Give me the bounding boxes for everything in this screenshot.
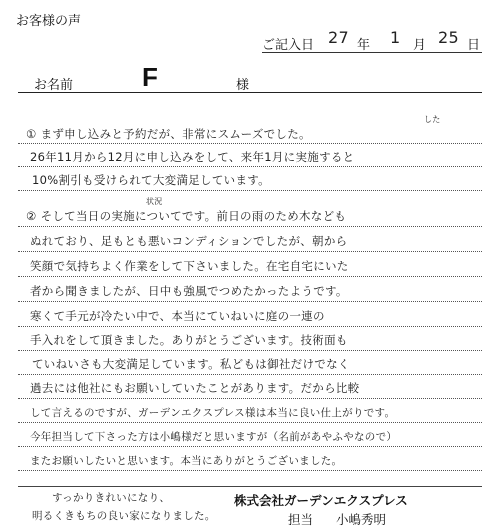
comment-line: して言えるのですが、ガーデンエクスプレス様は本当に良い仕上がりです。 (30, 407, 396, 419)
rule-line (18, 350, 482, 351)
rule-line (18, 166, 482, 167)
date-year-unit: 年 (357, 38, 371, 53)
name-suffix: 様 (236, 78, 250, 93)
comment-line: 者から聞きましたが、日中も強風でつめたかったようです。 (30, 284, 348, 298)
comment-footer-line: 明るくきもちの良い家になりました。 (32, 510, 216, 522)
comment-footer-line: すっかりきれいになり、 (52, 492, 171, 504)
rule-line (18, 326, 482, 327)
name-label: お名前 (34, 78, 74, 93)
comment-line: 笑顔で気持ちよく作業をして下さいました。在宅自宅にいた (30, 259, 349, 273)
date-year: 27 (328, 28, 349, 47)
comment-line: 今年担当して下さった方は小嶋様だと思いますが（名前があやふやなので） (30, 431, 398, 443)
staff-name: 小嶋秀明 (336, 512, 387, 527)
comment-line: ② そして当日の実施についてです。前日の雨のため木なども (26, 209, 347, 223)
ruby-annotation: 状況 (146, 197, 163, 206)
comment-line: ていねいさも大変満足しています。私どもは御社だけでなく (32, 357, 350, 371)
comment-line: またお願いしたいと思います。本当にありがとうございました。 (30, 455, 343, 467)
rule-line (18, 190, 482, 191)
rule-line (18, 143, 482, 144)
date-label: ご記入日 (262, 38, 315, 53)
comment-line: 過去には他社にもお願いしていたことがあります。だから比較 (30, 381, 360, 395)
comment-line: ぬれており、足もとも悪いコンディションでしたが、朝から (30, 234, 348, 248)
rule-line (18, 301, 482, 302)
rule-line (18, 251, 482, 252)
rule-line (18, 422, 482, 423)
date-day: 25 (438, 28, 459, 47)
page-title: お客様の声 (16, 14, 82, 29)
date-month-unit: 月 (413, 38, 427, 53)
comment-line: 26年11月から12月に申し込みをして、来年1月に実施すると (30, 150, 355, 164)
comment-box-bottom (18, 486, 482, 487)
staff-label: 担当 (288, 512, 314, 527)
date-day-unit: 日 (467, 38, 481, 53)
rule-line (18, 276, 482, 277)
comment-line: 手入れをして頂きました。ありがとうございます。技術面も (30, 333, 348, 347)
rule-line (18, 446, 482, 447)
rule-line (18, 374, 482, 375)
rule-line (18, 226, 482, 227)
comment-line: 寒くて手元が冷たい中で、本当にていねいに庭の一連の (30, 309, 325, 323)
rule-line (18, 470, 482, 471)
ruby-annotation: した (424, 115, 441, 124)
date-month: 1 (390, 28, 401, 47)
company-name: 株式会社ガーデンエクスプレス (234, 493, 408, 508)
comment-line: 10%割引も受けられて大変満足しています。 (32, 173, 270, 187)
rule-line (18, 398, 482, 399)
comment-line: ① まず申し込みと予約だが、非常にスムーズでした。 (26, 127, 311, 141)
name-value: F (142, 62, 158, 92)
